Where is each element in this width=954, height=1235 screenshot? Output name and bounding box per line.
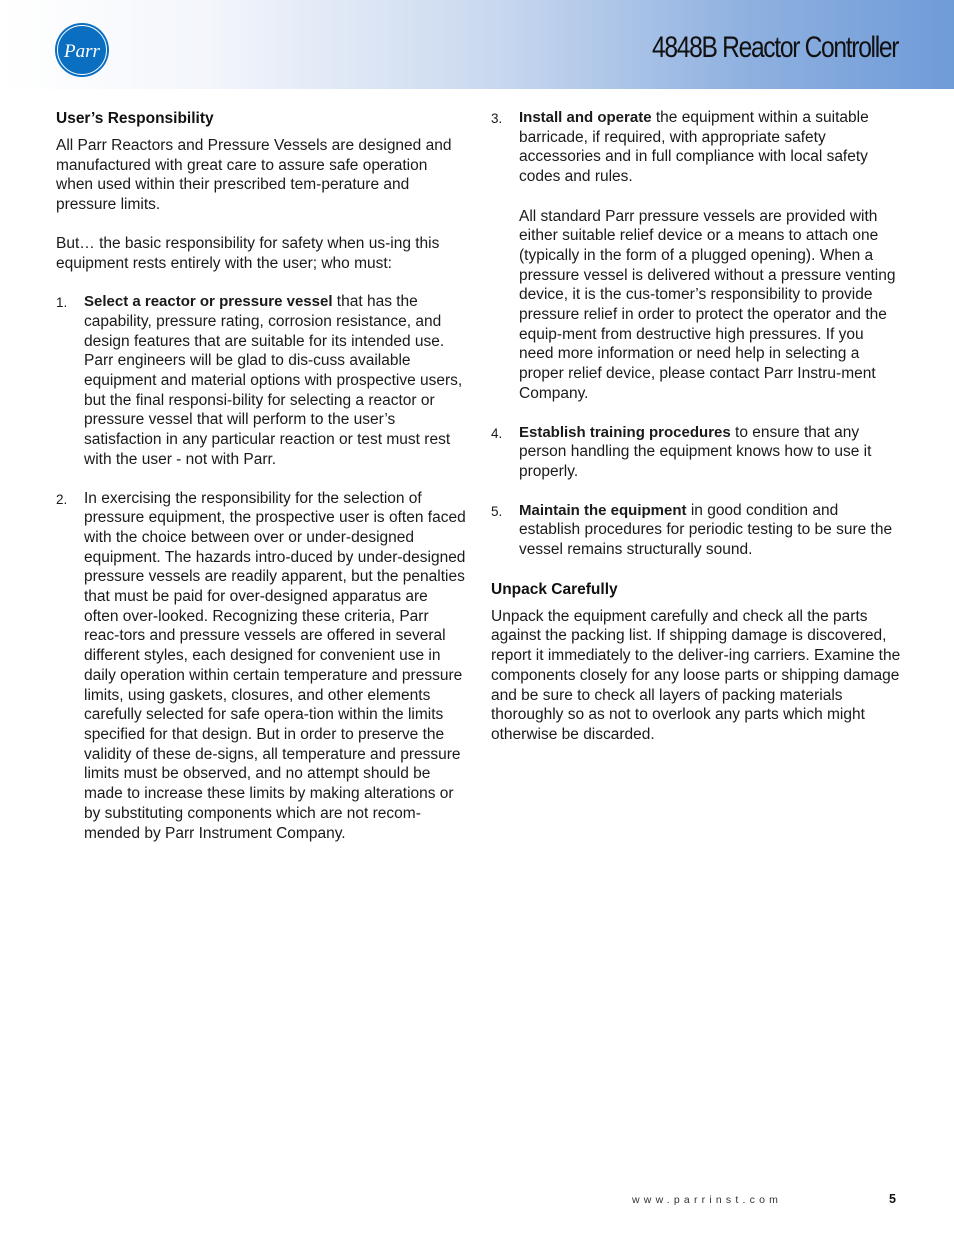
list-item-text: the equipment within a suitable barricade, if required, with appropriate safety accessories and in full compliance with local safety codes and rules. [519,109,869,186]
list-item-text: that has the capability, pressure rating, corrosion resistance, and design features that are suitable for its intended use. Parr engineers will be glad to dis-cuss available equipment and material options with prospective users, but the final responsi-bility for selecting a reactor or pressure vessel that will perform to the user’s satisfaction in any particular reaction or test must rest with the user - not with Parr. [84,293,463,468]
intro-paragraph: All Parr Reactors and Pressure Vessels are designed and manufactured with great care to assure safe operation when used within their prescribed tem-perature and pressure limits. [56,137,452,214]
responsibility-paragraph: But… the basic responsibility for safety when us-ing this equipment rests entirely with the user; who must: [56,234,440,272]
page-number: 5 [889,1192,896,1206]
list-item-bold: Install and operate [519,109,652,126]
page-header [0,0,954,89]
list-item [56,489,466,844]
footer-url: www.parrinst.com [632,1194,783,1206]
list-item-text: in good condition and establish procedures for periodic testing to be sure the vessel remains structurally sound. [519,501,893,559]
parr-logo-badge [54,22,110,78]
list-item [491,108,901,404]
list-item-number: 2. [56,491,68,507]
list-item-number: 4. [491,425,503,441]
list-item-bold: Select a reactor or pressure vessel [84,293,333,311]
unpack-paragraph: Unpack the equipment carefully and check all the parts against the packing list. If shipping damage is discovered, report it immediately to the deliver-ing carriers. Examine the components closely for any loose parts or shipping damage and be sure to check all layers of packing materials thoroughly so as not to overlook any parts which might otherwise be discarded. [491,607,901,743]
list-item-text: to ensure that any person handling the equipment knows how to use it properly. [519,423,872,480]
page-title: 4848B Reactor Controller [651,31,898,64]
list-item-text: In exercising the responsibility for the selection of pressure equipment, the prospective user is often faced with the choice between over or under-designed equipment. The hazards intro-duced by under-designed pressure vessels are readily apparent, but the penalties that must be paid for over-designed apparatus are often over-looked. Recognizing these criteria, Parr reac-tors and pressure vessels are offered in several different styles, each designed for convenient use in daily operation within certain temperature and pressure limits, using gaskets, closures, and other elements carefully selected for safe opera-tion within the limits specified for that design. But in order to preserve the validity of these de-signs, all temperature and pressure limits must be observed, and no attempt should be made to increase these limits by making alterations or by substituting components which are not recom-mended by Parr Instrument Company. [84,489,466,842]
list-item-number: 5. [491,503,503,519]
logo-text: Parr [64,41,100,62]
list-item-bold: Maintain the equipment [519,501,687,519]
list-item [491,423,901,482]
section-heading-unpack-carefully: Unpack Carefully [491,580,618,598]
list-item-number: 3. [491,111,503,126]
section-heading-users-responsibility: User’s Responsibility [56,110,214,127]
list-item-bold: Establish training procedures [519,423,731,441]
left-column [56,108,466,862]
right-column [491,108,901,764]
list-item-subparagraph: All standard Parr pressure vessels are provided with either suitable relief device or a means to attach one (typically in the form of a plugged opening). When a pressure vessel is delivered without a pressure venting device, it is the cus-tomer’s responsibility to provide pressure relief in order to protect the operator and the equip-ment from destructive high pressures. If you need more information or need help in selecting a proper relief device, please contact Parr Instru-ment Company. [519,207,896,402]
parr-logo [54,22,110,78]
list-item [491,501,901,560]
list-item [56,292,466,469]
list-item-number: 1. [56,295,68,311]
